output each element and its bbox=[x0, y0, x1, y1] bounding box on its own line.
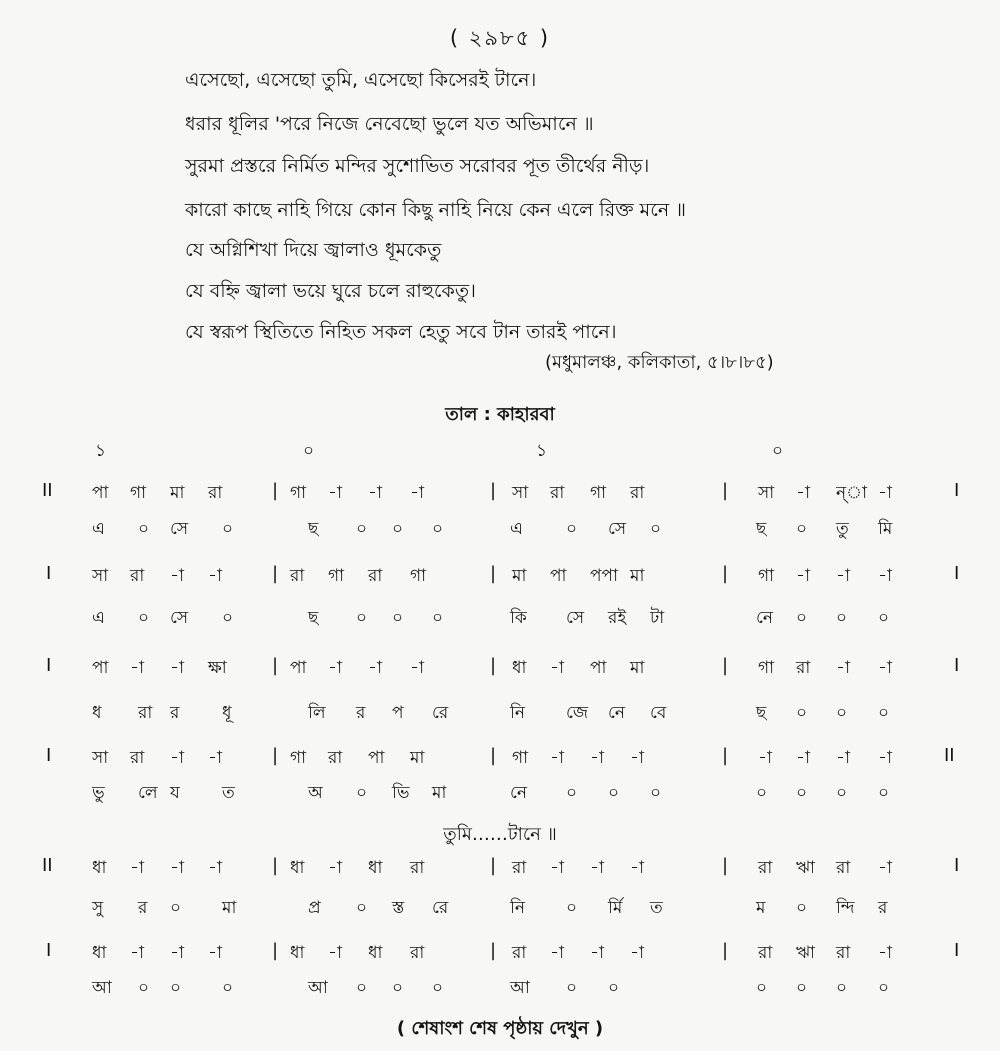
lyric-syllable: ম bbox=[756, 898, 766, 918]
start-barline: I bbox=[46, 655, 52, 676]
lyric-syllable: ০ bbox=[796, 898, 808, 918]
lyric-syllable: ০ bbox=[650, 783, 662, 803]
lyric-syllable: আ bbox=[92, 978, 112, 998]
measure-divider: | bbox=[722, 655, 729, 676]
start-barline: I bbox=[46, 563, 52, 584]
lyric-syllable: ০ bbox=[650, 519, 662, 539]
lyric-line: সুরমা প্রস্তরে নির্মিত মন্দির সুশোভিত সরোবর পূত তীর্থের নীড়। bbox=[185, 155, 650, 177]
lyric-syllable: ০ bbox=[138, 519, 150, 539]
lyric-syllable: ০ bbox=[836, 978, 848, 998]
note-cell: পপা bbox=[590, 566, 619, 586]
lyric-syllable: ০ bbox=[138, 608, 150, 628]
lyric-syllable: ০ bbox=[356, 898, 368, 918]
lyric-syllable: আ bbox=[308, 978, 328, 998]
note-cell: রা bbox=[130, 566, 145, 586]
lyric-syllable: আ bbox=[510, 978, 530, 998]
notation-row bbox=[0, 480, 1000, 510]
lyric-syllable: ০ bbox=[222, 978, 234, 998]
note-cell: -া bbox=[796, 566, 810, 586]
note-cell: রা bbox=[630, 483, 645, 503]
lyric-syllable: ০ bbox=[170, 978, 182, 998]
note-cell: রা bbox=[836, 943, 851, 963]
note-cell: -া bbox=[550, 943, 564, 963]
note-cell: মা bbox=[512, 566, 527, 586]
note-cell: -া bbox=[550, 658, 564, 678]
note-cell: মা bbox=[630, 566, 645, 586]
note-cell: মা bbox=[630, 658, 645, 678]
note-cell: ধা bbox=[92, 943, 107, 963]
measure-divider: | bbox=[722, 940, 729, 961]
credit-line: (মধুমালঞ্চ, কলিকাতা, ৫।৮।৮৫) bbox=[545, 352, 774, 373]
lyric-syllable: লি bbox=[308, 703, 326, 723]
lyric-syllable: ত bbox=[222, 783, 235, 803]
note-cell: -া bbox=[630, 858, 644, 878]
note-cell: -া bbox=[836, 566, 850, 586]
lyric-syllable: ০ bbox=[878, 608, 890, 628]
lyric-syllable: রে bbox=[432, 898, 449, 918]
note-cell: সা bbox=[758, 483, 775, 503]
lyric-syllable: র bbox=[878, 898, 888, 918]
note-cell: ধা bbox=[368, 943, 383, 963]
note-cell: রা bbox=[550, 483, 565, 503]
measure-divider: | bbox=[272, 940, 279, 961]
note-cell: -া bbox=[410, 658, 424, 678]
lyric-syllable: সু bbox=[92, 898, 104, 918]
measure-divider: | bbox=[272, 745, 279, 766]
note-cell: রা bbox=[758, 943, 773, 963]
note-cell: ধা bbox=[92, 858, 107, 878]
note-cell: সা bbox=[512, 483, 529, 503]
note-cell: -া bbox=[878, 483, 892, 503]
lyric-syllable: ০ bbox=[432, 519, 444, 539]
note-cell: রা bbox=[410, 943, 425, 963]
note-cell: গা bbox=[130, 483, 147, 503]
note-cell: পা bbox=[590, 658, 607, 678]
end-barline: I bbox=[954, 563, 960, 584]
start-barline: II bbox=[42, 480, 53, 501]
note-cell: -া bbox=[170, 658, 184, 678]
note-cell: ধা bbox=[368, 858, 383, 878]
lyric-syllable: র bbox=[356, 703, 366, 723]
lyric-syllable: ০ bbox=[756, 978, 768, 998]
note-cell: -া bbox=[590, 748, 604, 768]
lyric-syllable: ধূ bbox=[222, 703, 232, 723]
lyric-syllable: মি bbox=[878, 519, 893, 539]
note-cell: -া bbox=[328, 858, 342, 878]
lyric-syllable: ছ bbox=[308, 519, 319, 539]
lyric-syllable: জে bbox=[566, 703, 589, 723]
note-cell: -া bbox=[368, 658, 382, 678]
lyric-syllable: ছ bbox=[756, 519, 767, 539]
lyric-syllable: ০ bbox=[222, 608, 234, 628]
lyric-syllable: ০ bbox=[222, 519, 234, 539]
note-cell: পা bbox=[290, 658, 307, 678]
lyric-syllable: ০ bbox=[608, 978, 620, 998]
note-cell: -া bbox=[630, 748, 644, 768]
lyric-syllable: সে bbox=[170, 608, 189, 628]
note-cell: -া bbox=[130, 943, 144, 963]
note-cell: রা bbox=[208, 483, 223, 503]
note-cell: গা bbox=[290, 748, 307, 768]
note-cell: -া bbox=[878, 658, 892, 678]
note-cell: -া bbox=[328, 943, 342, 963]
lyric-syllable: ০ bbox=[170, 898, 182, 918]
note-cell: -া bbox=[878, 748, 892, 768]
start-barline: I bbox=[46, 745, 52, 766]
lyric-syllable: ০ bbox=[356, 608, 368, 628]
lyric-syllable: রই bbox=[608, 608, 627, 628]
note-cell: ক্ষা bbox=[208, 658, 227, 678]
lyric-syllable: এ bbox=[92, 519, 105, 539]
start-barline: II bbox=[42, 855, 53, 876]
lyric-line: যে অগ্নিশিখা দিয়ে জ্বালাও ধূমকেতু bbox=[185, 239, 442, 261]
lyric-syllable: ০ bbox=[392, 608, 404, 628]
notation-row bbox=[0, 563, 1000, 593]
lyric-syllable: য bbox=[170, 783, 180, 803]
note-cell: -া bbox=[130, 858, 144, 878]
lyric-syllable: এ bbox=[510, 519, 523, 539]
note-cell: গা bbox=[328, 566, 345, 586]
note-cell: গা bbox=[512, 748, 529, 768]
note-cell: ধা bbox=[290, 943, 305, 963]
note-cell: ধা bbox=[290, 858, 305, 878]
note-cell: গা bbox=[758, 658, 775, 678]
lyric-line: যে বহ্নি জ্বালা ভয়ে ঘুরে চলে রাহুকেতু। bbox=[185, 280, 476, 302]
note-cell: ঋা bbox=[796, 858, 815, 878]
lyric-syllable: র্মি bbox=[608, 898, 623, 918]
lyric-syllable: ভি bbox=[392, 783, 410, 803]
measure-divider: | bbox=[272, 563, 279, 584]
end-barline: II bbox=[944, 745, 955, 766]
note-cell: ধা bbox=[512, 658, 527, 678]
note-cell: পা bbox=[550, 566, 567, 586]
lyric-line: এসেছো, এসেছো তুমি, এসেছো কিসেরই টানে। bbox=[185, 69, 537, 91]
measure-divider: | bbox=[490, 745, 497, 766]
lyric-syllable: ০ bbox=[566, 978, 578, 998]
note-cell: -া bbox=[590, 858, 604, 878]
note-cell: -া bbox=[878, 943, 892, 963]
lyric-syllable: ০ bbox=[356, 783, 368, 803]
note-cell: রা bbox=[796, 658, 811, 678]
note-cell: গা bbox=[290, 483, 307, 503]
lyric-syllable: ০ bbox=[796, 519, 808, 539]
lyric-syllable: ০ bbox=[796, 703, 808, 723]
end-barline: I bbox=[954, 940, 960, 961]
note-cell: মা bbox=[410, 748, 425, 768]
lyric-syllable: ০ bbox=[878, 783, 890, 803]
lyric-syllable: ০ bbox=[392, 978, 404, 998]
lyric-syllable: ছ bbox=[756, 703, 767, 723]
note-cell: -া bbox=[130, 658, 144, 678]
lyric-syllable: ধ bbox=[92, 703, 102, 723]
note-cell: -া bbox=[758, 748, 772, 768]
lyric-syllable: নে bbox=[608, 703, 626, 723]
lyric-syllable: কি bbox=[510, 608, 527, 628]
lyric-syllable: ০ bbox=[836, 608, 848, 628]
lyric-line: যে স্বরূপ স্থিতিতে নিহিত সকল হেতু সবে টান তারই পানে। bbox=[185, 321, 617, 343]
lyric-syllable: লে bbox=[138, 783, 158, 803]
note-cell: রা bbox=[290, 566, 305, 586]
measure-divider: | bbox=[490, 655, 497, 676]
end-barline: I bbox=[954, 480, 960, 501]
note-cell: -া bbox=[208, 858, 222, 878]
measure-divider: | bbox=[722, 855, 729, 876]
note-cell: সা bbox=[92, 748, 109, 768]
refrain-cue: তুমি……টানে ॥ bbox=[443, 824, 557, 845]
lyric-syllable: ০ bbox=[432, 608, 444, 628]
note-cell: -া bbox=[410, 483, 424, 503]
measure-divider: | bbox=[722, 745, 729, 766]
lyric-syllable: মা bbox=[432, 783, 447, 803]
lyric-syllable: ০ bbox=[756, 783, 768, 803]
lyric-syllable: ০ bbox=[796, 783, 808, 803]
lyric-syllable: নে bbox=[756, 608, 774, 628]
note-cell: রা bbox=[512, 858, 527, 878]
note-cell: -া bbox=[836, 748, 850, 768]
notation-row bbox=[0, 745, 1000, 775]
note-cell: -া bbox=[878, 566, 892, 586]
lyric-syllable: র bbox=[138, 898, 148, 918]
note-cell: গা bbox=[410, 566, 427, 586]
note-cell: -া bbox=[550, 748, 564, 768]
lyric-syllable: ০ bbox=[796, 608, 808, 628]
notation-row bbox=[0, 940, 1000, 970]
note-cell: রা bbox=[410, 858, 425, 878]
note-cell: -া bbox=[550, 858, 564, 878]
lyric-syllable: অ bbox=[308, 783, 323, 803]
note-cell: রা bbox=[836, 858, 851, 878]
lyric-syllable: ত bbox=[650, 898, 663, 918]
lyric-syllable: সে bbox=[608, 519, 627, 539]
note-cell: ঋা bbox=[796, 943, 815, 963]
taal-heading: তাল : কাহারবা bbox=[445, 404, 555, 425]
notation-row bbox=[0, 655, 1000, 685]
lyric-syllable: তু bbox=[836, 519, 849, 539]
measure-divider: | bbox=[490, 563, 497, 584]
note-cell: রা bbox=[328, 748, 343, 768]
note-cell: -া bbox=[208, 566, 222, 586]
measure-divider: | bbox=[490, 480, 497, 501]
lyric-syllable: ছ bbox=[308, 608, 319, 628]
song-number: ( ২৯৮৫ ) bbox=[449, 26, 551, 50]
notation-row bbox=[0, 855, 1000, 885]
lyric-syllable: প্র bbox=[308, 898, 321, 918]
measure-divider: | bbox=[272, 480, 279, 501]
note-cell: মা bbox=[170, 483, 185, 503]
note-cell: -া bbox=[630, 943, 644, 963]
note-cell: -া bbox=[590, 943, 604, 963]
lyric-syllable: সে bbox=[170, 519, 189, 539]
lyric-syllable: এ bbox=[92, 608, 105, 628]
lyric-syllable: ০ bbox=[608, 783, 620, 803]
note-cell: পা bbox=[92, 658, 109, 678]
note-cell: -া bbox=[796, 748, 810, 768]
note-cell: -া bbox=[368, 483, 382, 503]
lyric-syllable: ০ bbox=[432, 978, 444, 998]
measure-divider: | bbox=[490, 940, 497, 961]
lyric-line: ধরার ধূলির 'পরে নিজে নেবেছো ভুলে যত অভিমানে ॥ bbox=[185, 113, 594, 135]
lyric-syllable: মা bbox=[222, 898, 237, 918]
lyric-syllable: ০ bbox=[138, 978, 150, 998]
measure-divider: | bbox=[722, 563, 729, 584]
lyric-syllable: ০ bbox=[566, 519, 578, 539]
lyric-syllable: নি bbox=[510, 898, 526, 918]
lyric-syllable: ০ bbox=[878, 703, 890, 723]
end-barline: I bbox=[954, 655, 960, 676]
note-cell: রা bbox=[512, 943, 527, 963]
note-cell: গা bbox=[758, 566, 775, 586]
beat-mark: ১ bbox=[536, 441, 548, 461]
note-cell: সা bbox=[92, 566, 109, 586]
lyric-syllable: প bbox=[392, 703, 404, 723]
note-cell: -া bbox=[170, 566, 184, 586]
note-cell: পা bbox=[368, 748, 385, 768]
start-barline: I bbox=[46, 940, 52, 961]
note-cell: -া bbox=[170, 858, 184, 878]
beat-mark: ১ bbox=[95, 441, 107, 461]
lyric-syllable: ০ bbox=[878, 978, 890, 998]
lyric-syllable: ভু bbox=[92, 783, 105, 803]
note-cell: রা bbox=[368, 566, 383, 586]
lyric-syllable: নি bbox=[510, 703, 526, 723]
note-cell: রা bbox=[758, 858, 773, 878]
lyric-syllable: ০ bbox=[566, 783, 578, 803]
note-cell: রা bbox=[130, 748, 145, 768]
measure-divider: | bbox=[272, 655, 279, 676]
note-cell: -া bbox=[170, 748, 184, 768]
lyric-syllable: ০ bbox=[566, 898, 578, 918]
beat-mark: ০ bbox=[303, 441, 315, 461]
lyric-syllable: রা bbox=[138, 703, 153, 723]
lyric-syllable: ০ bbox=[836, 703, 848, 723]
note-cell: গা bbox=[590, 483, 607, 503]
end-barline: I bbox=[954, 855, 960, 876]
measure-divider: | bbox=[272, 855, 279, 876]
measure-divider: | bbox=[722, 480, 729, 501]
note-cell: -া bbox=[796, 483, 810, 503]
note-cell: ন্‌া bbox=[836, 483, 867, 503]
note-cell: -া bbox=[878, 858, 892, 878]
lyric-syllable: রে bbox=[432, 703, 449, 723]
lyric-syllable: ০ bbox=[356, 519, 368, 539]
lyric-syllable: ন্দি bbox=[836, 898, 855, 918]
lyric-syllable: র bbox=[170, 703, 180, 723]
note-cell: -া bbox=[328, 658, 342, 678]
note-cell: -া bbox=[328, 483, 342, 503]
note-cell: -া bbox=[836, 658, 850, 678]
lyric-syllable: বে bbox=[650, 703, 667, 723]
note-cell: পা bbox=[92, 483, 109, 503]
lyric-syllable: ০ bbox=[796, 978, 808, 998]
continuation-note: ( শেষাংশ শেষ পৃষ্ঠায় দেখুন ) bbox=[396, 1018, 604, 1039]
lyric-line: কারো কাছে নাহি গিয়ে কোন কিছু নাহি নিয়ে কেন এলে রিক্ত মনে ॥ bbox=[185, 199, 686, 221]
lyric-syllable: সে bbox=[566, 608, 585, 628]
note-cell: -া bbox=[208, 943, 222, 963]
lyric-syllable: ০ bbox=[356, 978, 368, 998]
lyric-syllable: টা bbox=[650, 608, 665, 628]
measure-divider: | bbox=[490, 855, 497, 876]
note-cell: -া bbox=[208, 748, 222, 768]
note-cell: -া bbox=[170, 943, 184, 963]
lyric-syllable: ০ bbox=[392, 519, 404, 539]
lyric-syllable: স্ত bbox=[392, 898, 405, 918]
lyric-syllable: ০ bbox=[836, 783, 848, 803]
lyric-syllable: নে bbox=[510, 783, 528, 803]
beat-mark: ০ bbox=[772, 441, 784, 461]
